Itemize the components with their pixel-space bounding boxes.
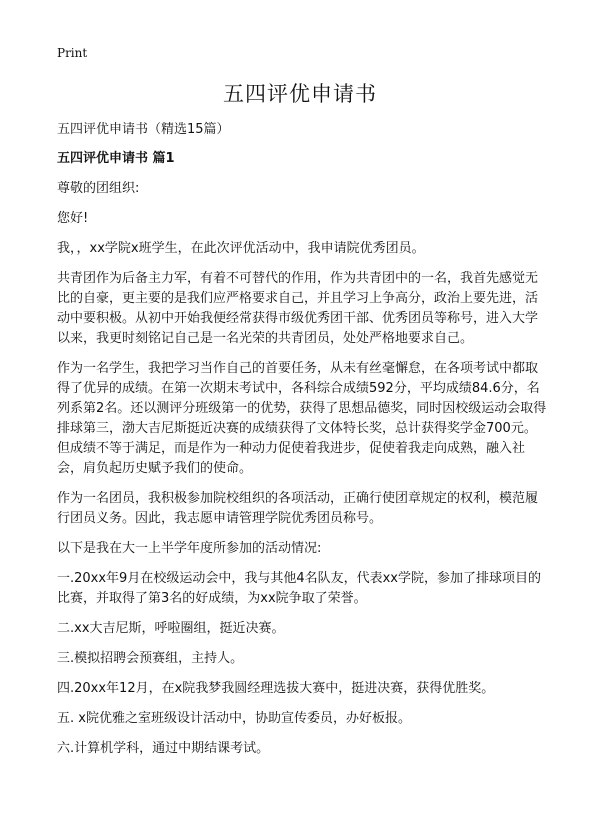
paragraph: 我，，xx学院x班学生，在此次评优活动中，我申请院优秀团员。 xyxy=(57,241,425,256)
greeting: 您好! xyxy=(57,211,89,226)
list-item: 一.20xx年9月在校级运动会中，我与其他4名队友，代表xx学院，参加了排球项目的比赛，并取得了第3名的好成绩，为xx院争取了荣誉。 xyxy=(57,571,541,606)
paragraph: 作为一名团员，我积极参加院校组织的各项活动，正确行使团章规定的权利，模范履行团员义务。因此，我志愿申请管理学院优秀团员称号。 xyxy=(57,491,539,526)
list-item: 二.xx大吉尼斯，呼啦圈组，挺近决赛。 xyxy=(57,621,285,636)
list-item: 五. x院优雅之室班级设计活动中，协助宣传委员，办好板报。 xyxy=(57,711,411,726)
paragraph: 以下是我在大一上半学年度所参加的活动情况: xyxy=(57,541,322,556)
list-item: 三.模拟招聘会预赛组，主持人。 xyxy=(57,651,244,666)
paragraph: 作为一名学生，我把学习当作自己的首要任务，从未有丝毫懈怠，在各项考试中都取得了优异的成绩。在第一次期末考试中，各科综合成绩592分，平均成绩84.6分，名列系第2名。还以测评分班级第一的优势，获得了思想品德奖，同时因校级运动会取得排球第三，渤大吉尼斯挺近决赛的成绩获得了文体特长奖，总计获得奖学金700元。但成绩不等于满足，而是作为一种动力促使着我进步，促使着我走向成熟，融入社会，肩负起历史赋予我们的使命。 xyxy=(57,361,547,476)
list-item: 六.计算机学科，通过中期结课考试。 xyxy=(57,741,270,756)
paragraph: 共青团作为后备主力军，有着不可替代的作用，作为共青团中的一名，我首先感觉无比的自豪，更主要的是我们应严格要求自己，并且学习上争高分，政治上要先进，活动中要积极。从初中开始我便经常获得市级优秀团干部、优秀团员等称号，进入大学以来，我更时刻铭记自己是一名光荣的共青团员，处处严格地要求自己。 xyxy=(57,271,539,346)
document-body xyxy=(57,120,549,769)
page-title: 五四评优申请书 xyxy=(223,82,377,106)
document-subtitle: 五四评优申请书（精选15篇） xyxy=(57,122,230,137)
salutation: 尊敬的团组织: xyxy=(57,181,140,196)
section-heading: 五四评优申请书 篇1 xyxy=(57,151,175,166)
print-label: Print xyxy=(57,46,88,60)
list-item: 四.20xx年12月，在x院我梦我圆经理选拔大赛中，挺进决赛，获得优胜奖。 xyxy=(57,681,495,696)
